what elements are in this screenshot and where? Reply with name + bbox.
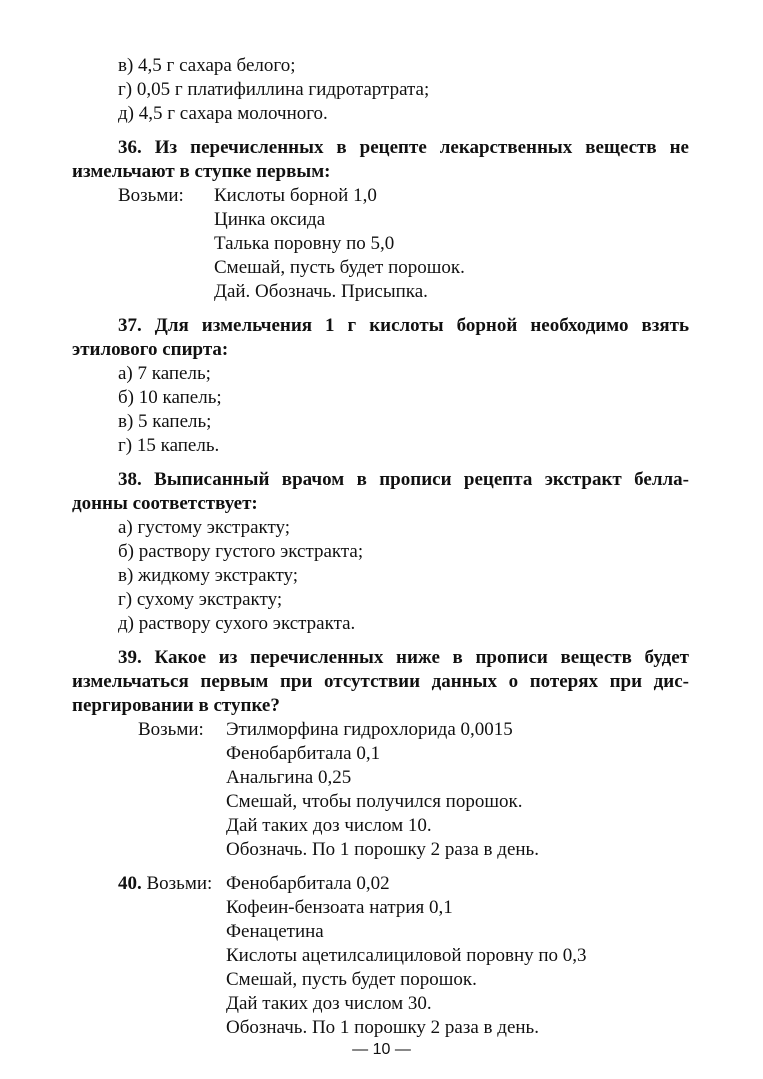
rx-label: Возьми: [146, 873, 213, 894]
rx-line: Фенобарбитала 0,1 [226, 743, 381, 764]
rx-line: Смешай, чтобы получился порошок. [226, 791, 523, 812]
question-37-text: Для измельчения 1 г кислоты борной необходимо взять [154, 315, 690, 336]
rx-line: Кислоты ацетилсалициловой поровну по 0,3 [226, 945, 587, 966]
question-40 [72, 872, 689, 1040]
rx-line: Цинка оксида [214, 209, 326, 230]
option-line: а) 7 капель; [118, 363, 211, 384]
option-line: г) 15 капель. [118, 435, 220, 456]
prescription-40 [72, 872, 689, 1040]
rx-line: Смешай, пусть будет порошок. [226, 969, 477, 990]
rx-line: Смешай, пусть будет порошок. [214, 257, 465, 278]
question-37-text-line2: этилового спирта: [72, 339, 229, 360]
option-line: д) раствору сухого экстракта. [118, 613, 356, 634]
rx-line: Обозначь. По 1 порошку 2 раза в день. [226, 839, 539, 860]
rx-line: Кислоты борной 1,0 [214, 185, 377, 206]
rx-line: Дай таких доз числом 10. [226, 815, 432, 836]
question-36-text-line2: измельчают в ступке первым: [72, 161, 331, 182]
rx-line: Талька поровну по 5,0 [214, 233, 395, 254]
question-39-text: Какое из перечисленных ниже в прописи веществ будет [154, 647, 690, 668]
question-36-number: 36. [118, 137, 142, 158]
prescription-36 [72, 184, 689, 304]
rx-line: Дай. Обозначь. Присыпка. [214, 281, 428, 302]
rx-line: Кофеин-бензоата натрия 0,1 [226, 897, 453, 918]
question-39-text-line2: измельчаться первым при отсутствии данных о потерях при дис- [72, 671, 689, 692]
rx-line: Анальгина 0,25 [226, 767, 352, 788]
question-37 [72, 314, 689, 458]
question-38 [72, 468, 689, 636]
question-37-text-line1 [72, 314, 689, 338]
rx-line: Фенобарбитала 0,02 [226, 873, 390, 894]
rx-line: Дай таких доз числом 30. [226, 993, 432, 1014]
option-line: г) сухому экстракту; [118, 589, 283, 610]
rx-body [214, 184, 465, 304]
question-39-number: 39. [118, 647, 142, 668]
question-38-text: Выписанный врачом в прописи рецепта экстракт белла- [154, 469, 689, 490]
question-36 [72, 136, 689, 304]
rx-body [226, 718, 539, 862]
question-38-text-line1 [72, 468, 689, 492]
question-38-number: 38. [118, 469, 142, 490]
question-40-number: 40. [118, 873, 142, 894]
option-line: а) густому экстракту; [118, 517, 291, 538]
page-content [72, 54, 689, 1040]
option-line: в) 5 капель; [118, 411, 212, 432]
page-number: — 10 — [352, 1041, 411, 1058]
prescription-39 [72, 718, 689, 862]
rx-line: Этилморфина гидрохлорида 0,0015 [226, 719, 513, 740]
top-options [72, 54, 689, 126]
question-39 [72, 646, 689, 862]
rx-line: Обозначь. По 1 порошку 2 раза в день. [226, 1017, 539, 1038]
rx-body [226, 872, 587, 1040]
rx-line: Фенацетина [226, 921, 324, 942]
question-39-text-line3: пергировании в ступке? [72, 695, 280, 716]
question-38-text-line2: донны соответствует: [72, 493, 258, 514]
question-36-text-line1 [72, 136, 689, 160]
option-line: д) 4,5 г сахара молочного. [118, 103, 328, 124]
question-36-text: Из перечисленных в рецепте лекарственных веществ не [154, 137, 689, 158]
question-39-text-line1 [72, 646, 689, 670]
option-line: г) 0,05 г платифиллина гидротартрата; [118, 79, 430, 100]
option-line: б) 10 капель; [118, 387, 222, 408]
option-line: в) жидкому экстракту; [118, 565, 299, 586]
rx-label: Возьми: [118, 185, 184, 206]
option-line: б) раствору густого экстракта; [118, 541, 364, 562]
option-line: в) 4,5 г сахара белого; [118, 55, 296, 76]
rx-label-with-number [72, 872, 226, 1040]
question-37-number: 37. [118, 315, 142, 336]
rx-label: Возьми: [138, 719, 204, 740]
